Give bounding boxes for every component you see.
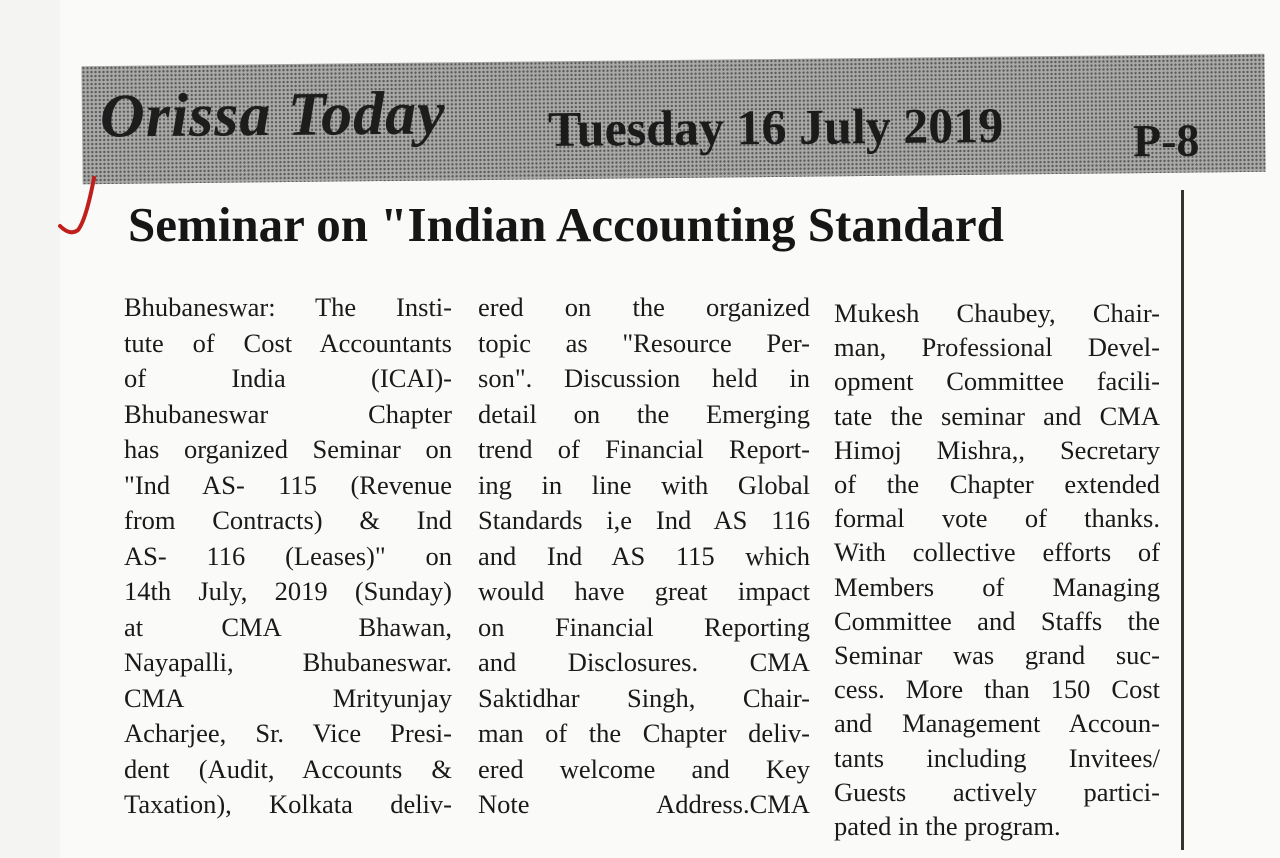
article-column-3 [834, 296, 1160, 843]
publication-date: Tuesday 16 July 2019 [547, 97, 1004, 157]
article-line: 14th July, 2019 (Sunday) [124, 576, 452, 606]
article-line: Saktidhar Singh, Chair- [478, 682, 810, 713]
article-line: man of the Chapter deliv- [478, 718, 810, 748]
article-line: pated in the program. [834, 811, 1061, 842]
article-line: topic as "Resource Per- [478, 327, 810, 358]
article-column-2 [478, 290, 810, 823]
article-line: "Ind AS- 115 (Revenue [124, 469, 452, 500]
article-line: cess. More than 150 Cost [834, 674, 1160, 705]
article-line: has organized Seminar on [124, 434, 452, 464]
article-line: from Contracts) & Ind [124, 505, 452, 535]
article-line: and Ind AS 115 which [478, 540, 810, 571]
page-number: P-8 [1132, 114, 1200, 167]
article-line: CMA Mrityunjay [124, 682, 452, 713]
article-line: Bhubaneswar Chapter [124, 398, 452, 429]
article-line: opment Committee facili- [834, 366, 1160, 397]
article-line: at CMA Bhawan, [124, 611, 452, 642]
article-line: Committee and Staffs the [834, 605, 1160, 636]
article-headline: Seminar on "Indian Accounting Standard [128, 197, 1004, 252]
article-line: tute of Cost Accountants [124, 327, 452, 358]
article-line: Taxation), Kolkata deliv- [124, 789, 452, 819]
article-column-1 [124, 290, 452, 823]
article-line: Standards i,e Ind AS 116 [478, 505, 810, 535]
article-line: Seminar was grand suc- [834, 640, 1160, 671]
article-line: Himoj Mishra,, Secretary [834, 434, 1160, 465]
article-line: and Disclosures. CMA [478, 647, 810, 677]
article-line: With collective efforts of [834, 537, 1160, 568]
article-line: Acharjee, Sr. Vice Presi- [124, 718, 452, 748]
article-line: Bhubaneswar: The Insti- [124, 292, 452, 322]
article-line: dent (Audit, Accounts & [124, 753, 452, 784]
article-line: Mukesh Chaubey, Chair- [834, 298, 1160, 328]
article-line: Members of Managing [834, 571, 1160, 602]
column-rule [1181, 190, 1184, 850]
article-line: Note Address.CMA [478, 789, 810, 819]
article-line: ing in line with Global [478, 469, 810, 500]
article-line: detail on the Emerging [478, 398, 810, 429]
article-line: formal vote of thanks. [834, 503, 1160, 534]
article-line: son". Discussion held in [478, 363, 810, 393]
article-line: man, Professional Devel- [834, 332, 1160, 363]
article-line: of India (ICAI)- [124, 363, 452, 393]
article-line: and Management Accoun- [834, 708, 1160, 739]
article-line: ered on the organized [478, 292, 810, 322]
article-line: ered welcome and Key [478, 753, 810, 784]
article-line: trend of Financial Report- [478, 434, 810, 464]
article-line: tants including Invitees/ [834, 742, 1160, 773]
newspaper-name: Orissa Today [99, 79, 446, 151]
article-line: of the Chapter extended [834, 469, 1160, 500]
article-line: Guests actively partici- [834, 776, 1160, 807]
article-line: would have great impact [478, 576, 810, 606]
article-line: tate the seminar and CMA [834, 400, 1160, 431]
article-line: Nayapalli, Bhubaneswar. [124, 647, 452, 677]
article-line: on Financial Reporting [478, 611, 810, 642]
red-tick-mark [56, 170, 102, 240]
article-line: AS- 116 (Leases)" on [124, 540, 452, 571]
